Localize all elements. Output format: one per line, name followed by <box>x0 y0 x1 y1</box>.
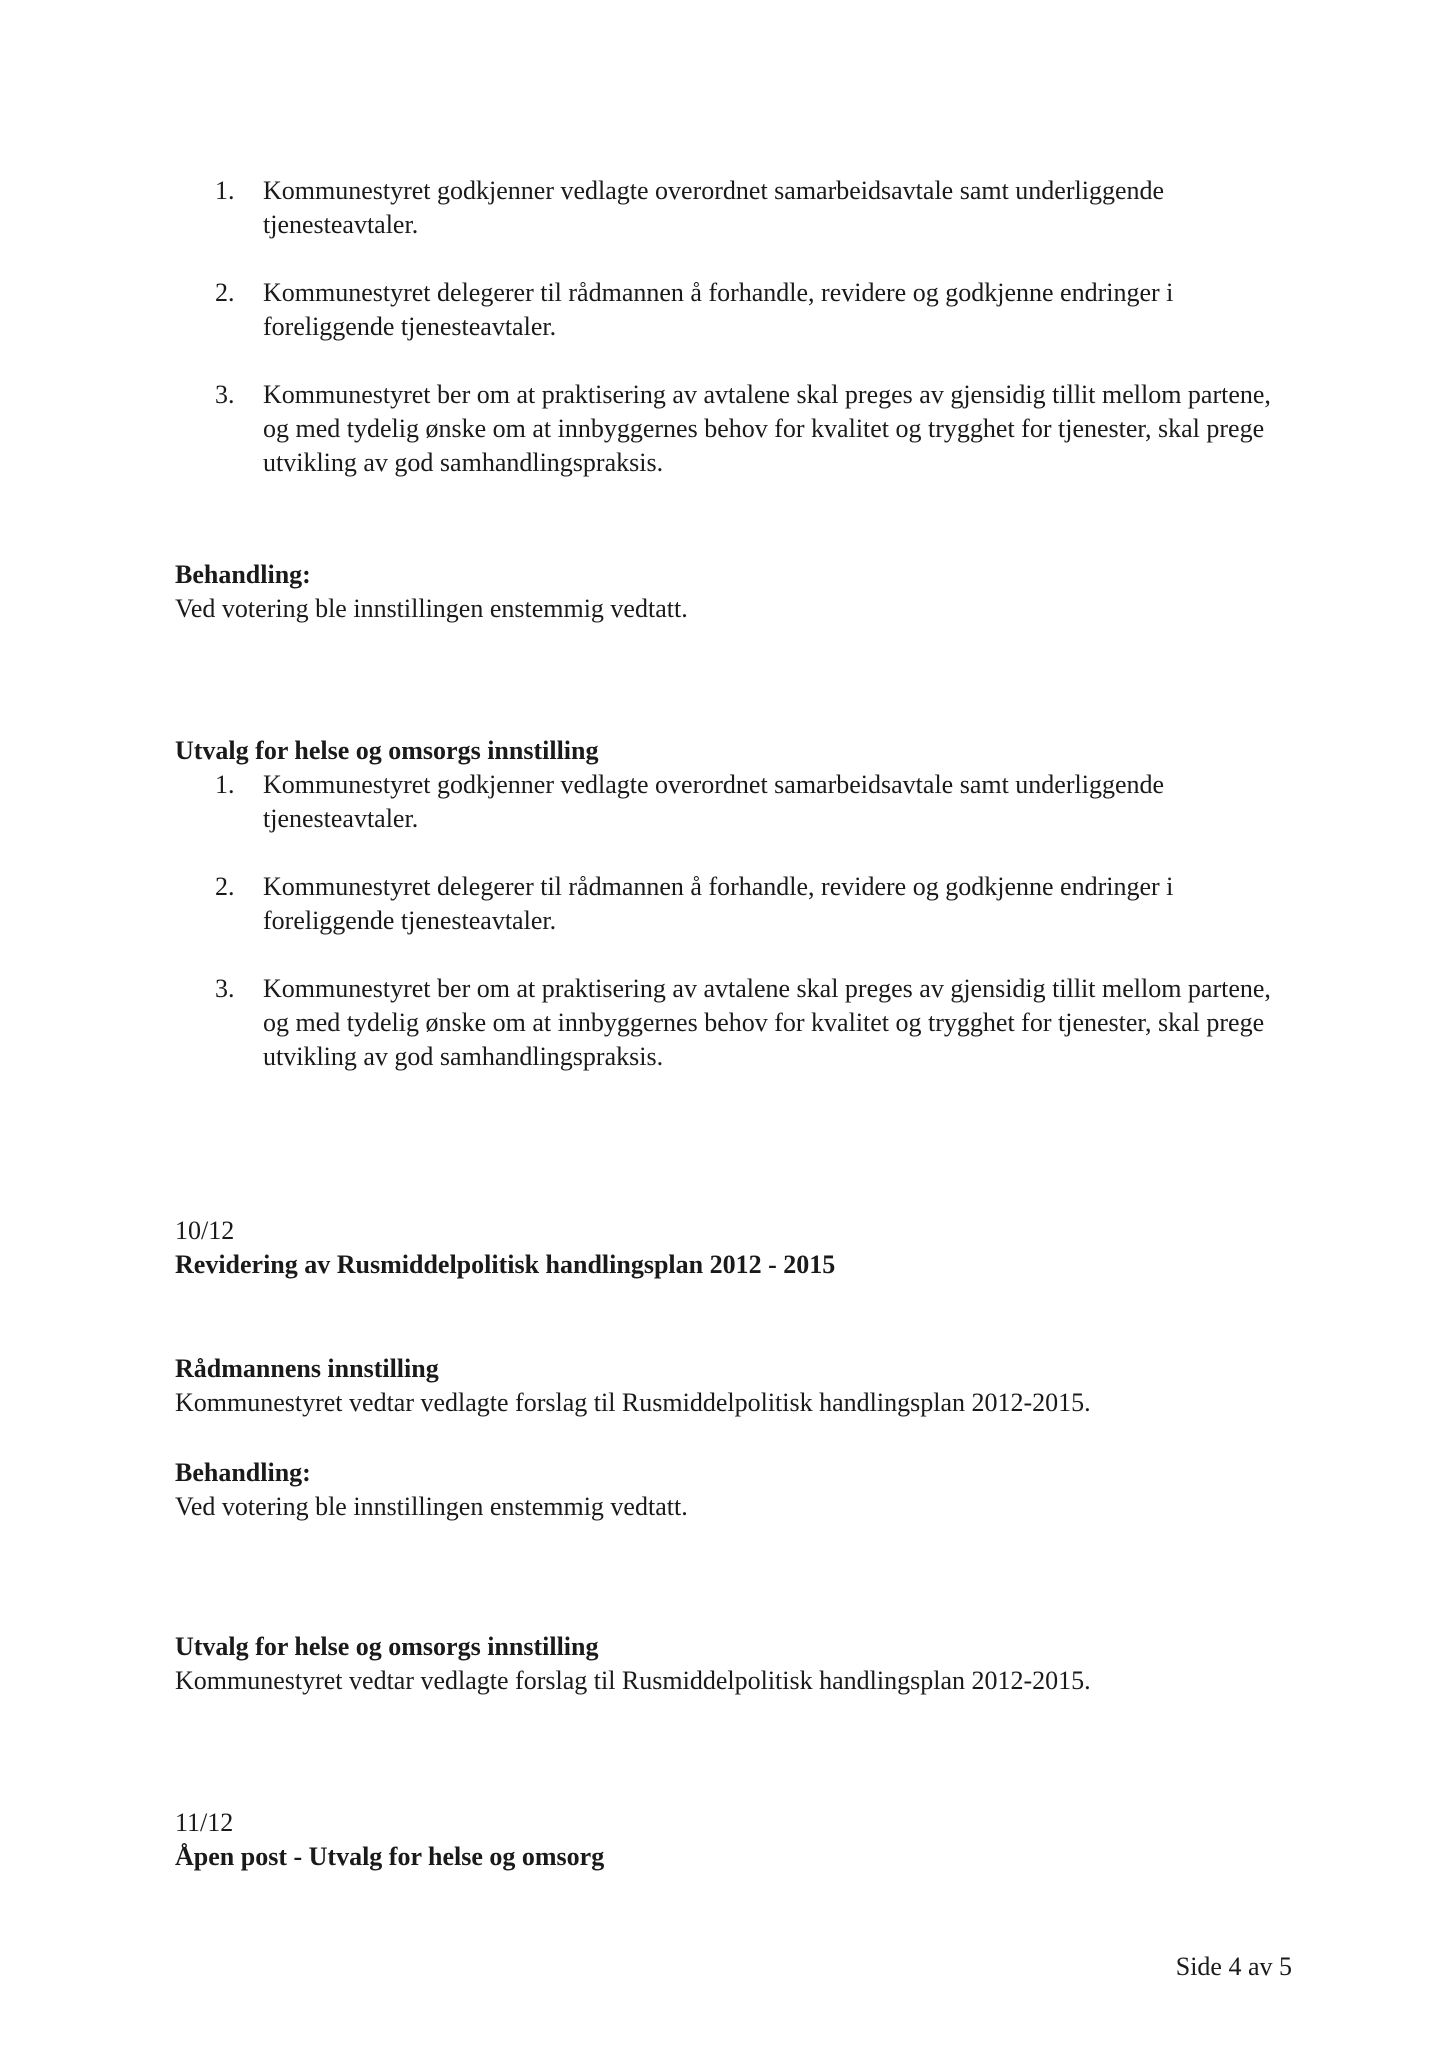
list-item-number: 3. <box>215 380 235 409</box>
utvalg-section-2 <box>175 1630 1295 1698</box>
utvalg-heading: Utvalg for helse og omsorgs innstilling <box>175 1632 599 1661</box>
first-decision-list <box>175 174 1295 480</box>
behandling-heading: Behandling: <box>175 560 311 589</box>
list-item <box>175 378 1295 480</box>
case-number: 10/12 <box>175 1216 235 1245</box>
list-item-number: 2. <box>215 872 235 901</box>
list-item-text: Kommunestyret ber om at praktisering av avtalene skal preges av gjensidig tillit mellom partene, og med tydelig ønske om at innbyggernes behov for kvalitet og trygghet for tjenester, skal prege utvikling av god samhandlingspraksis. <box>263 380 1271 477</box>
list-item-number: 1. <box>215 176 235 205</box>
list-item-number: 2. <box>215 278 235 307</box>
case-title: Åpen post - Utvalg for helse og omsorg <box>175 1842 605 1871</box>
behandling-text: Ved votering ble innstillingen enstemmig vedtatt. <box>175 1492 688 1521</box>
case-10-header <box>175 1214 1295 1282</box>
list-item <box>175 276 1295 344</box>
list-item-text: Kommunestyret godkjenner vedlagte overordnet samarbeidsavtale samt underliggende tjenesteavtaler. <box>263 770 1165 833</box>
radmann-heading: Rådmannens innstilling <box>175 1354 439 1383</box>
utvalg-heading: Utvalg for helse og omsorgs innstilling <box>175 736 599 765</box>
list-item-text: Kommunestyret delegerer til rådmannen å forhandle, revidere og godkjenne endringer i foreliggende tjenesteavtaler. <box>263 872 1174 935</box>
radmann-section <box>175 1352 1295 1420</box>
behandling-heading: Behandling: <box>175 1458 311 1487</box>
list-item <box>175 870 1295 938</box>
utvalg-decision-list <box>175 768 1295 1074</box>
first-decision-list-block <box>175 174 1295 480</box>
list-item-text: Kommunestyret delegerer til rådmannen å forhandle, revidere og godkjenne endringer i foreliggende tjenesteavtaler. <box>263 278 1174 341</box>
utvalg-section-1 <box>175 734 1295 1074</box>
utvalg-text: Kommunestyret vedtar vedlagte forslag til Rusmiddelpolitisk handlingsplan 2012-2015. <box>175 1666 1091 1695</box>
list-item <box>175 972 1295 1074</box>
list-item-number: 3. <box>215 974 235 1003</box>
list-item-text: Kommunestyret ber om at praktisering av avtalene skal preges av gjensidig tillit mellom partene, og med tydelig ønske om at innbyggernes behov for kvalitet og trygghet for tjenester, skal prege utvikling av god samhandlingspraksis. <box>263 974 1271 1071</box>
case-title: Revidering av Rusmiddelpolitisk handlingsplan 2012 - 2015 <box>175 1250 836 1279</box>
list-item-text: Kommunestyret godkjenner vedlagte overordnet samarbeidsavtale samt underliggende tjenesteavtaler. <box>263 176 1165 239</box>
list-item-number: 1. <box>215 770 235 799</box>
list-item <box>175 768 1295 836</box>
case-11-header <box>175 1806 1295 1874</box>
page-number-footer: Side 4 av 5 <box>1175 1952 1292 1981</box>
behandling-text: Ved votering ble innstillingen enstemmig vedtatt. <box>175 594 688 623</box>
list-item <box>175 174 1295 242</box>
behandling-section-1 <box>175 558 1295 626</box>
radmann-text: Kommunestyret vedtar vedlagte forslag til Rusmiddelpolitisk handlingsplan 2012-2015. <box>175 1388 1091 1417</box>
behandling-section-2 <box>175 1456 1295 1524</box>
case-number: 11/12 <box>175 1808 234 1837</box>
